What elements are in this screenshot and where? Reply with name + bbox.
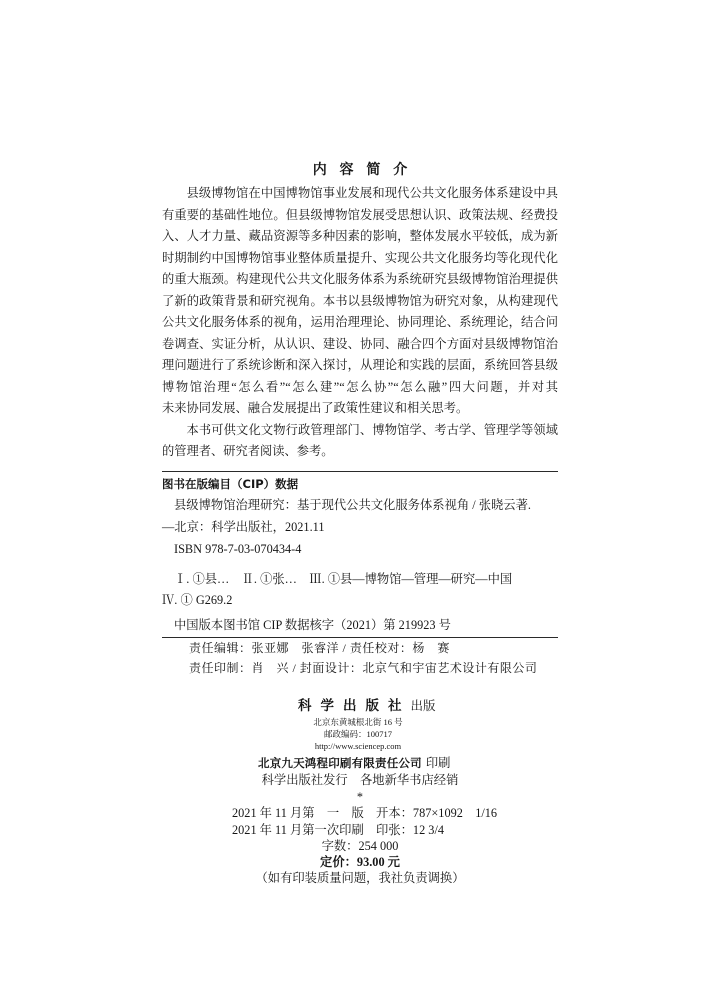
summary-line: 公共文化服务体系的视角，运用治理理论、协同理论、系统理论，结合问	[162, 315, 558, 329]
summary-line: 未来协同发展、融合发展提出了政策性建议和相关思考。	[162, 401, 469, 415]
cip-isbn: ISBN 978-7-03-070434-4	[174, 542, 302, 556]
summary-paragraph	[162, 183, 558, 420]
summary-line: 博物馆治理“怎么看”“怎么建”“怎么协”“怎么融”四大问题，并对其	[162, 379, 558, 394]
summary-line: 本书可供文化文物行政管理部门、博物馆学、考古学、管理学等领域	[186, 422, 558, 437]
editor-credits: 责任编辑：张亚娜 张睿洋 / 责任校对：杨 赛	[189, 641, 450, 655]
summary-line: 的管理者、研究者阅读、参考。	[162, 444, 334, 458]
summary-body	[162, 183, 558, 463]
summary-line: 有重要的基础性地位。但县级博物馆发展受思想认识、政策法规、经费投	[162, 207, 558, 222]
price: 定价：93.00 元	[320, 855, 400, 869]
cip-top-rule	[162, 471, 558, 472]
summary-line: 卷调查、实证分析，从认识、建设、协同、融合四个方面对县级博物馆治	[162, 336, 558, 351]
cip-bottom-rule	[162, 637, 558, 638]
cip-imprint-line: —北京：科学出版社，2021.11	[162, 520, 325, 534]
cip-classification: Ⅳ. ① G269.2	[162, 593, 233, 607]
distribution-line: 科学出版社发行 各地新华书店经销	[261, 773, 459, 787]
summary-paragraph	[162, 420, 558, 463]
cip-title-line: 县级博物馆治理研究：基于现代公共文化服务体系视角 / 张晓云著.	[174, 498, 531, 512]
publisher-address: 北京东黄城根北街 16 号	[313, 717, 403, 727]
publisher-logo: 科学出版社	[298, 698, 411, 713]
cip-classification: Ⅰ. ①县… Ⅱ. ①张… Ⅲ. ①县—博物馆—管理—研究—中国	[174, 572, 513, 586]
summary-line: 了新的政策背景和研究视角。本书以县级博物馆为研究对象，从构建现代	[162, 293, 558, 308]
publisher-role: 出版	[410, 699, 436, 713]
publisher-website: http://www.sciencep.com	[314, 741, 402, 751]
summary-line: 的重大瓶颈。构建现代公共文化服务体系为系统研究县级博物馆治理提供	[162, 272, 558, 286]
summary-title: 内 容 简 介	[312, 162, 412, 178]
production-credits: 责任印制：肖 兴 / 封面设计：北京气和宇宙艺术设计有限公司	[189, 661, 538, 675]
cip-heading: 图书在版编目（CIP）数据	[162, 477, 299, 491]
printer-role: 印刷	[425, 756, 451, 770]
printer-name: 北京九天鸿程印刷有限责任公司	[258, 758, 422, 770]
cip-number: 中国版本图书馆 CIP 数据核字（2021）第 219923 号	[174, 618, 451, 632]
summary-line: 县级博物馆在中国博物馆事业发展和现代公共文化服务体系建设中具	[186, 186, 558, 200]
edition-line: 2021 年 11 月第 一 版 开本：787×1092 1/16	[232, 806, 498, 820]
separator-asterisk: *	[356, 790, 364, 804]
summary-line: 理问题进行了系统诊断和深入探讨，从理论和实践的层面，系统回答县级	[162, 358, 558, 372]
quality-note: （如有印装质量问题，我社负责调换）	[255, 871, 465, 885]
printing-line: 2021 年 11 月第一次印刷 印张：12 3/4	[232, 823, 445, 837]
summary-line: 时期制约中国博物馆事业整体质量提升、实现公共文化服务均等化现代化	[162, 250, 558, 265]
summary-line: 入、人才力量、藏品资源等多种因素的影响，整体发展水平较低，成为新	[162, 229, 558, 243]
word-count: 字数：254 000	[321, 839, 399, 853]
publisher-postcode: 邮政编码：100717	[323, 729, 392, 739]
publisher-row	[298, 696, 436, 716]
